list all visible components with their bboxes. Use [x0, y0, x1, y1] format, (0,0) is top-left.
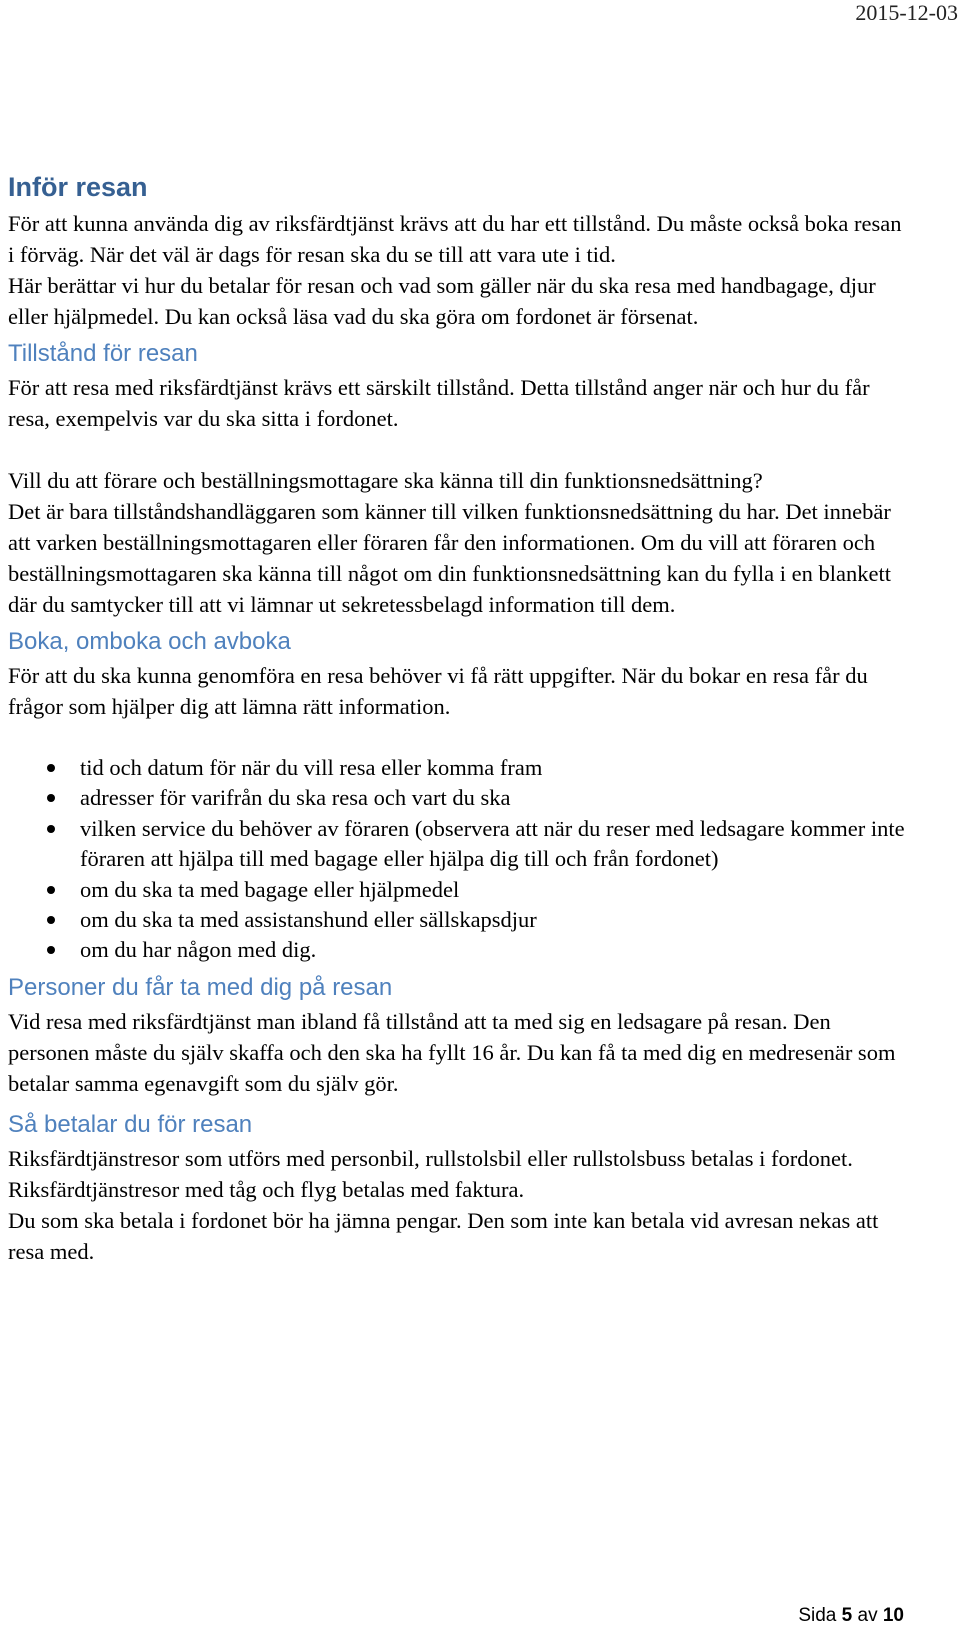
spacer: [8, 434, 908, 465]
page-content: [8, 170, 908, 1267]
document-date: 2015-12-03: [855, 0, 958, 25]
list-item: vilken service du behöver av föraren (observera att när du reser med ledsagare kommer inte föraren att hjälpa till med bagage eller hjälpa dig till och från fordonet): [8, 814, 908, 875]
list-item: om du har någon med dig.: [8, 935, 908, 965]
section-title-personer: Personer du får ta med dig på resan: [8, 973, 393, 1001]
payment-paragraph-2: Du som ska betala i fordonet bör ha jämna pengar. Den som inte kan betala vid avresan nekas att resa med.: [8, 1207, 879, 1264]
permit-paragraph-1: För att resa med riksfärdtjänst krävs ett särskilt tillstånd. Detta tillstånd anger när och hur du får resa, exempelvis var du ska sitta i fordonet.: [8, 375, 870, 431]
intro-paragraph-2: Här berättar vi hur du betalar för resan och vad som gäller när du ska resa med handbagage, djur eller hjälpmedel. Du kan också läsa vad du ska göra om fordonet är försenat.: [8, 273, 876, 329]
list-item: adresser för varifrån du ska resa och vart du ska: [8, 783, 908, 813]
page-middle: av: [857, 1605, 878, 1626]
page-prefix: Sida: [798, 1605, 837, 1626]
page-number: [798, 1603, 904, 1629]
permit-paragraph-3: Det är bara tillståndshandläggaren som känner till vilken funktionsnedsättning du har. Det innebär att varken beställningsmottagaren eller föraren får den informationen. Om du vill att föraren och beställningsmottagaren ska känna till något om din funktionsnedsättning kan du fylla i en blankett där du samtycker till att vi lämnar ut sekretessbelagd information till dem.: [8, 499, 891, 617]
payment-paragraph-1: Riksfärdtjänstresor som utförs med personbil, rullstolsbil eller rullstolsbuss betalas i fordonet. Riksfärdtjänstresor med tåg och flyg betalas med faktura.: [8, 1145, 853, 1202]
list-item: tid och datum för när du vill resa eller komma fram: [8, 753, 908, 783]
section-title-betala: Så betalar du för resan: [8, 1110, 253, 1138]
page-total: 10: [882, 1605, 904, 1626]
intro-paragraph-1: För att kunna använda dig av riksfärdtjänst krävs att du har ett tillstånd. Du måste också boka resan i förväg. När det väl är dags för resan ska du se till att vara ute i tid.: [8, 211, 902, 267]
page-current: 5: [841, 1605, 853, 1626]
section-title-boka: Boka, omboka och avboka: [8, 628, 291, 655]
section-title-tillstand: Tillstånd för resan: [8, 340, 198, 367]
spacer: [8, 722, 908, 753]
list-item: om du ska ta med bagage eller hjälpmedel: [8, 875, 908, 905]
booking-list: [8, 753, 908, 966]
section-title-infor-resan: Inför resan: [8, 172, 148, 202]
permit-paragraph-2: Vill du att förare och beställningsmottagare ska känna till din funktionsnedsättning?: [8, 468, 763, 493]
booking-paragraph-1: För att du ska kunna genomföra en resa behöver vi få rätt uppgifter. När du bokar en resa får du frågor som hjälper dig att lämna rätt information.: [8, 663, 868, 719]
companions-paragraph-1: Vid resa med riksfärdtjänst man ibland få tillstånd att ta med sig en ledsagare på resan. Den personen måste du själv skaffa och den ska ha fyllt 16 år. Du kan få ta med dig en medresenär som betalar samma egenavgift som du själv gör.: [8, 1008, 896, 1096]
list-item: om du ska ta med assistanshund eller sällskapsdjur: [8, 905, 908, 935]
